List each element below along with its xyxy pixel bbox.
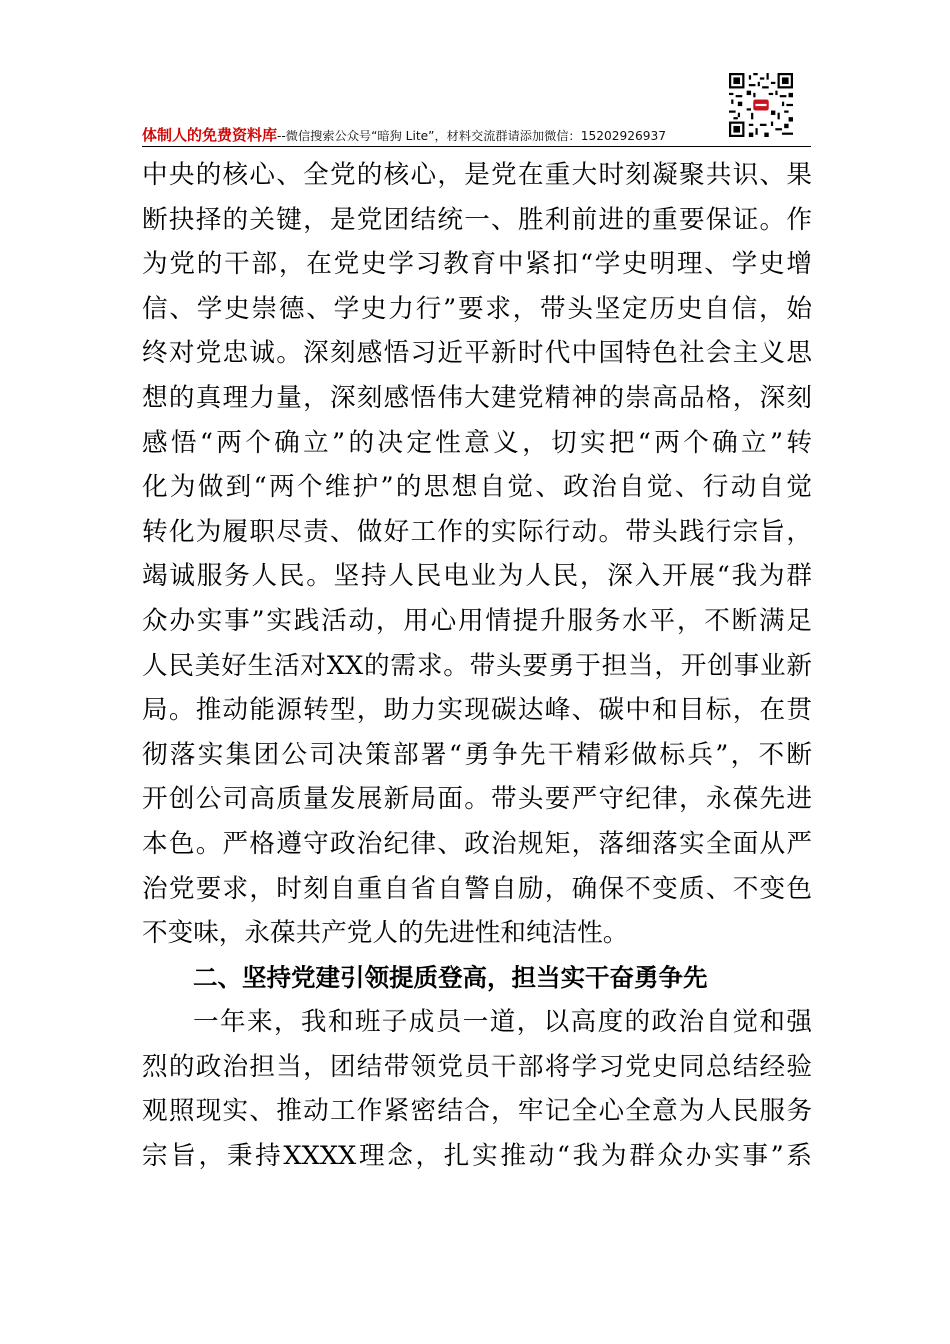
header-divider	[142, 146, 811, 147]
text-line: 本色。严格遵守政治纪律、政治规矩，落细落实全面从严	[142, 828, 812, 859]
text-line: 开创公司高质量发展新局面。带头要严守纪律，永葆先进	[142, 784, 812, 815]
text-line: 不变味，永葆共产党人的先进性和纯洁性。	[142, 918, 629, 949]
text-line: 烈的政治担当，团结带领党员干部将学习党史同总结经验	[142, 1051, 812, 1082]
text-line: 众办实事”实践活动，用心用情提升服务水平，不断满足	[142, 605, 812, 636]
header-brand: 体制人的免费资料库	[142, 126, 278, 144]
text-line: 中央的核心、全党的核心，是党在重大时刻凝聚共识、果	[142, 160, 812, 190]
text-line: 宗旨，秉持XXXX理念，扎实推动“我为群众办实事”系	[142, 1141, 812, 1172]
text-line: 断抉择的关键，是党团结统一、胜利前进的重要保证。作	[142, 204, 812, 235]
text-line: 观照现实、推动工作紧密结合，牢记全心全意为人民服务	[142, 1096, 812, 1127]
text-line: 人民美好生活对XX的需求。带头要勇于担当，开创事业新	[142, 650, 812, 681]
header-tagline: --微信搜索公众号“暗狗 Lite”，材料交流群请添加微信：15202926937	[277, 129, 666, 143]
document-body	[142, 153, 812, 1179]
text-line: 竭诚服务人民。坚持人民电业为人民，深入开展“我为群	[142, 561, 812, 592]
text-line: 治党要求，时刻自重自省自警自励，确保不变质、不变色	[142, 873, 812, 904]
text-line: 终对党忠诚。深刻感悟习近平新时代中国特色社会主义思	[142, 338, 812, 369]
section-heading: 二、坚持党建引领提质登高，担当实干奋勇争先	[193, 962, 708, 992]
text-line: 信、学史崇德、学史力行”要求，带头坚定历史自信，始	[142, 293, 812, 324]
text-line: 想的真理力量，深刻感悟伟大建党精神的崇高品格，深刻	[142, 382, 812, 413]
text-line: 彻落实集团公司决策部署“勇争先干精彩做标兵”，不断	[142, 739, 812, 770]
text-line: 转化为履职尽责、做好工作的实际行动。带头践行宗旨，	[142, 516, 812, 547]
text-line: 一年来，我和班子成员一道，以高度的政治自觉和强	[193, 1007, 812, 1038]
text-line: 感悟“两个确立”的决定性意义，切实把“两个确立”转	[142, 427, 812, 458]
page-header	[142, 124, 812, 146]
text-line: 局。推动能源转型，助力实现碳达峰、碳中和目标，在贯	[142, 695, 812, 726]
text-line: 化为做到“两个维护”的思想自觉、政治自觉、行动自觉	[142, 472, 812, 503]
text-line: 为党的干部，在党史学习教育中紧扣“学史明理、学史增	[142, 249, 812, 280]
